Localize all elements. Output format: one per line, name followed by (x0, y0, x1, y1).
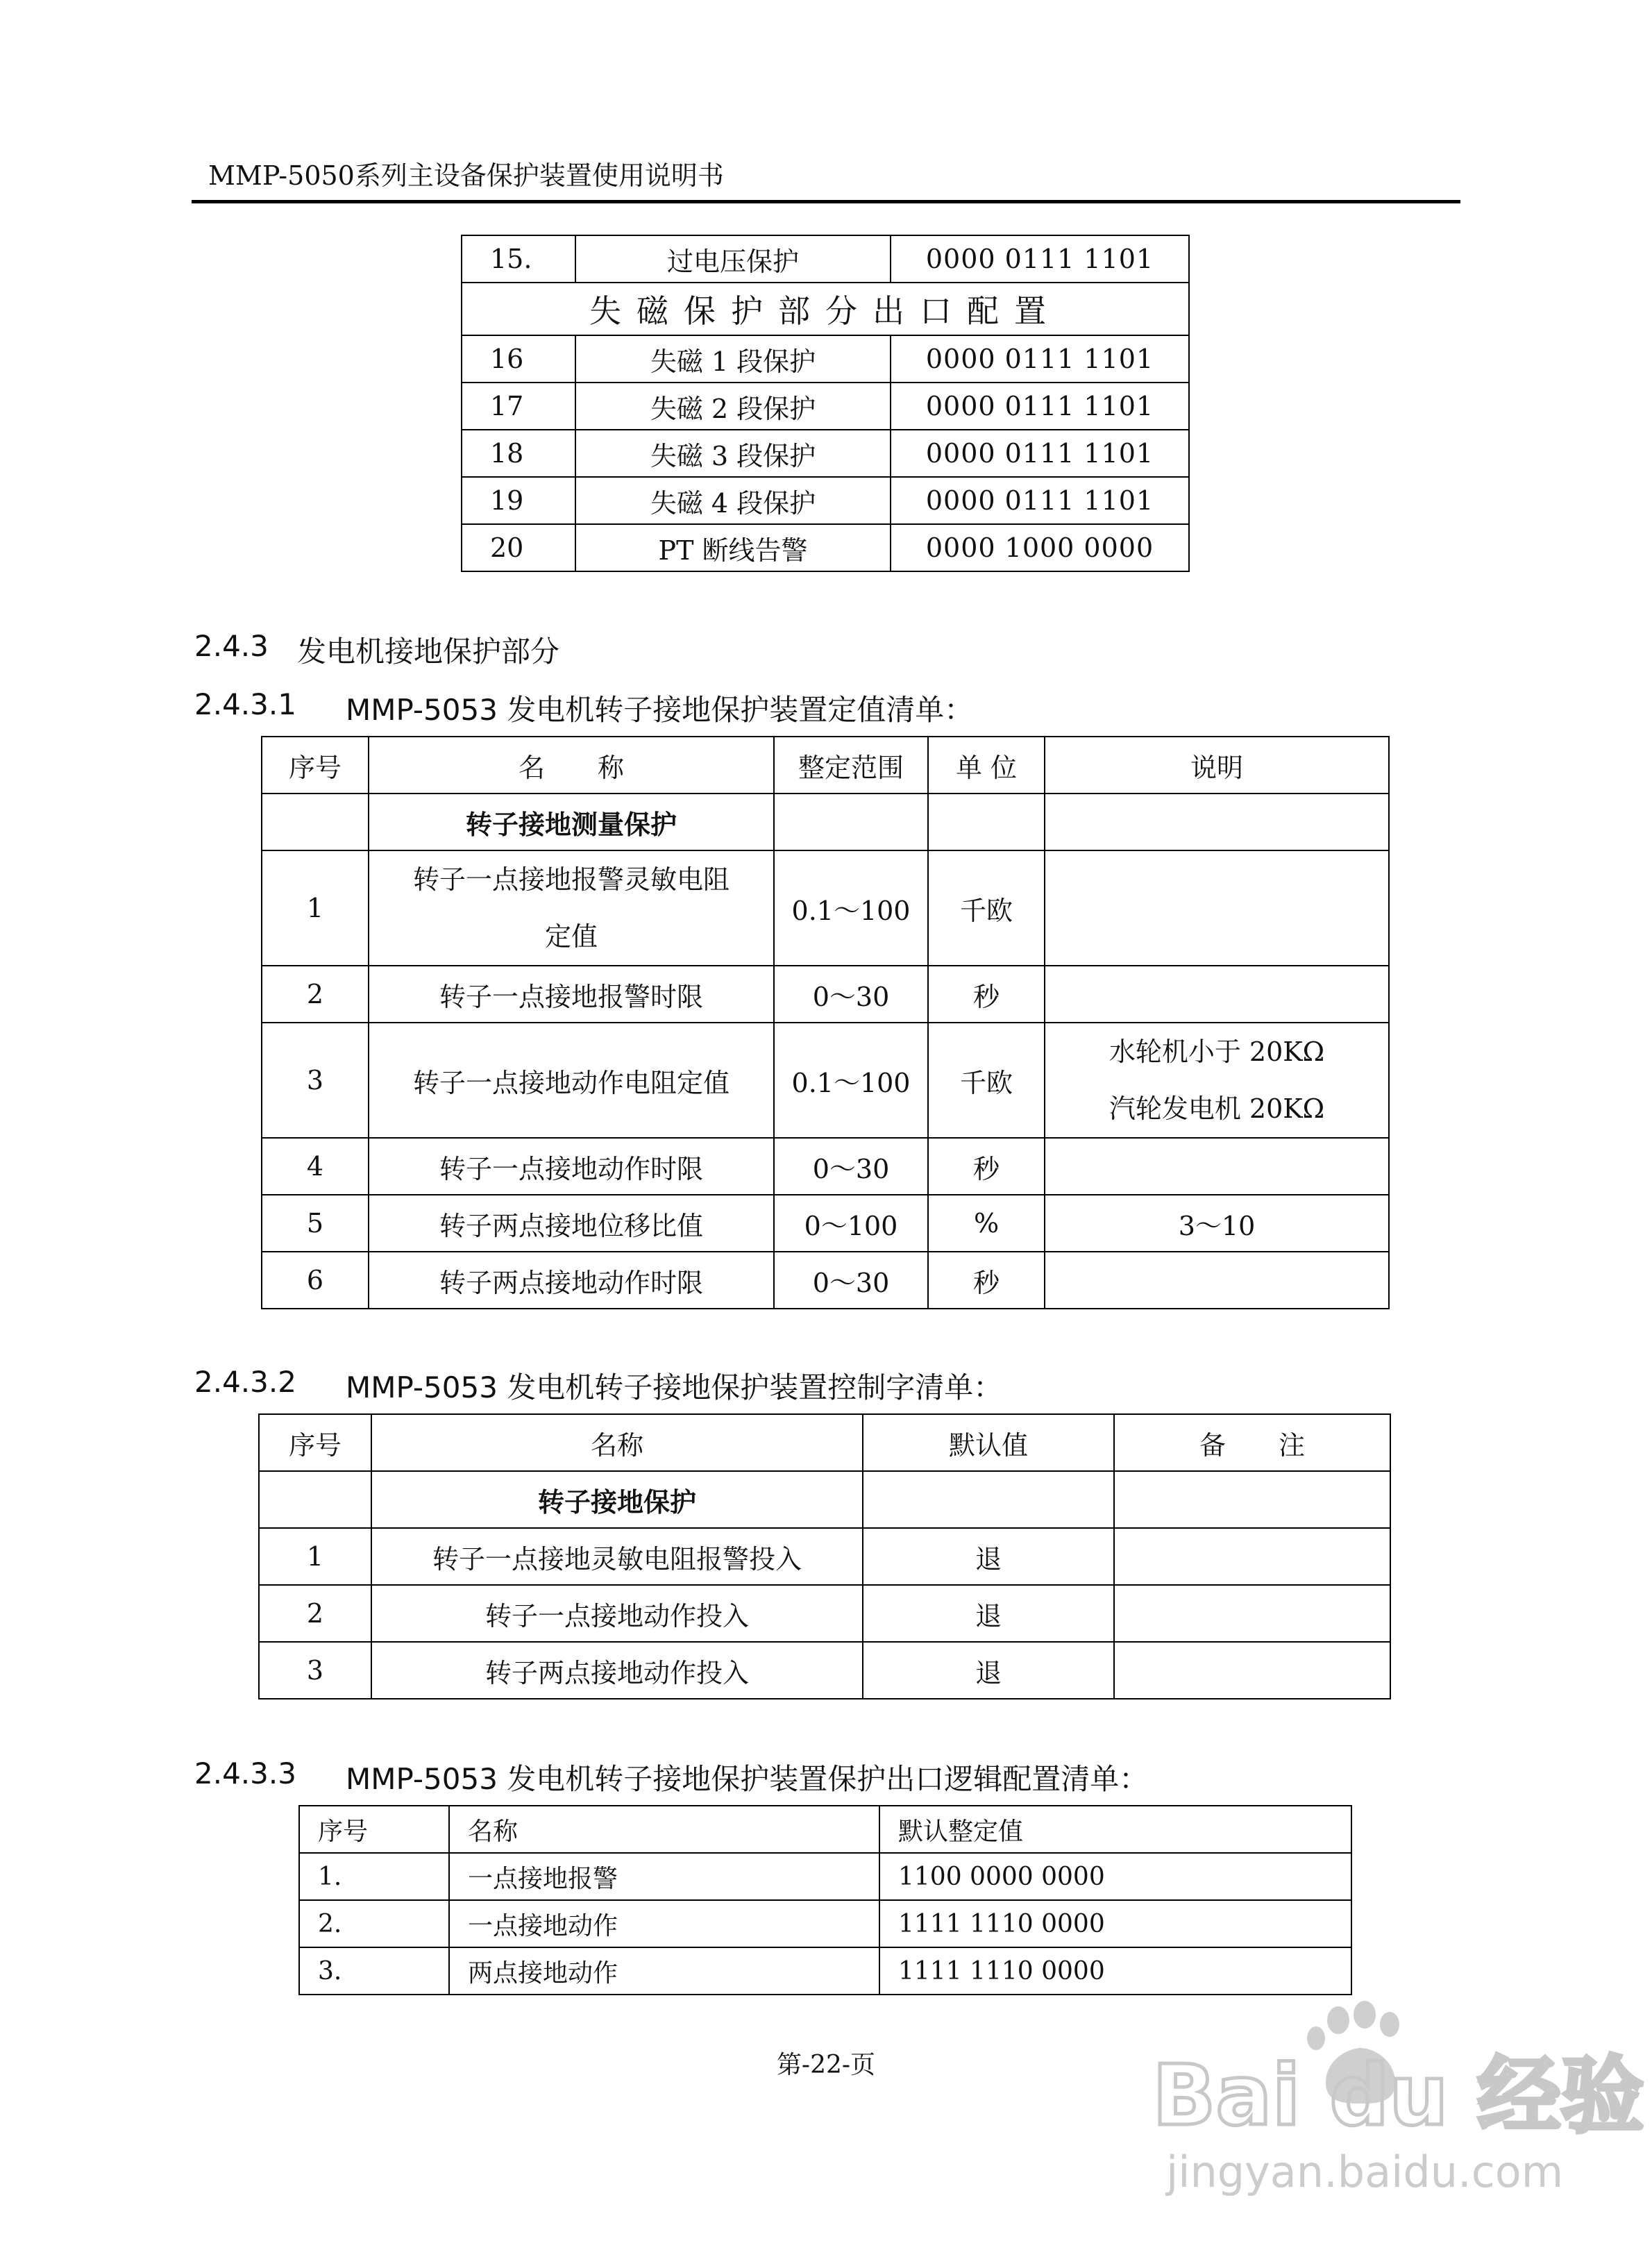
header-cell: 单 位 (928, 737, 1045, 794)
row-value: 0000 0111 1101 (891, 235, 1189, 283)
group-title: 转子接地测量保护 (369, 794, 774, 850)
table-header-row (299, 1806, 1351, 1853)
header-cell: 名称 (371, 1414, 863, 1471)
row-default: 退 (863, 1642, 1114, 1699)
row-number: 15. (462, 235, 575, 283)
table-row (259, 1642, 1390, 1699)
section-heading-2-4-3 (194, 629, 560, 669)
row-number: 2 (259, 1585, 371, 1642)
row-range: 0.1～100 (774, 1023, 928, 1138)
baidu-watermark (1152, 1999, 1644, 2208)
row-name: 失磁 3 段保护 (575, 430, 891, 477)
row-unit: 秒 (928, 966, 1045, 1023)
row-number: 16 (462, 335, 575, 383)
table-row (262, 850, 1389, 966)
table-row (259, 1585, 1390, 1642)
row-note (1045, 1252, 1389, 1309)
row-name-line2: 定值 (544, 921, 598, 952)
table-row (462, 524, 1189, 571)
row-name: 过电压保护 (575, 235, 891, 283)
output-config-table (461, 235, 1190, 572)
row-unit: 秒 (928, 1138, 1045, 1195)
row-number: 6 (262, 1252, 369, 1309)
row-note (1045, 966, 1389, 1023)
row-number: 3 (259, 1642, 371, 1699)
row-name (369, 850, 774, 966)
table-row (262, 1195, 1389, 1252)
row-note (1045, 1138, 1389, 1195)
section-heading-2-4-3-1 (194, 687, 974, 727)
row-number: 2. (299, 1900, 449, 1947)
row-value: 0000 0111 1101 (891, 477, 1189, 524)
document-header-title: MMP-5050系列主设备保护装置使用说明书 (208, 160, 724, 191)
table-row (262, 1252, 1389, 1309)
row-name: 转子两点接地动作投入 (371, 1642, 863, 1699)
row-name: 转子一点接地动作电阻定值 (369, 1023, 774, 1138)
table-row (262, 1023, 1389, 1138)
row-number: 18 (462, 430, 575, 477)
group-row (259, 1471, 1390, 1528)
section-title: 失磁保护部分出口配置 (462, 283, 1189, 335)
section-number: 2.4.3.1 (194, 687, 296, 721)
row-number: 20 (462, 524, 575, 571)
row-note (1045, 850, 1389, 966)
row-unit: 千欧 (928, 1023, 1045, 1138)
row-name: 转子一点接地动作投入 (371, 1585, 863, 1642)
table-row (462, 383, 1189, 430)
section-number: 2.4.3.3 (194, 1756, 296, 1790)
row-value: 0000 0111 1101 (891, 383, 1189, 430)
section-heading-2-4-3-2 (194, 1365, 1003, 1404)
row-value: 0000 0111 1101 (891, 335, 1189, 383)
row-name: 转子一点接地报警时限 (369, 966, 774, 1023)
table-row (462, 430, 1189, 477)
row-range: 0～30 (774, 966, 928, 1023)
section-title: MMP-5053 发电机转子接地保护装置保护出口逻辑配置清单： (346, 1762, 1149, 1796)
row-number: 2 (262, 966, 369, 1023)
row-name: 转子一点接地动作时限 (369, 1138, 774, 1195)
group-row (262, 794, 1389, 850)
row-number: 1. (299, 1853, 449, 1900)
section-heading-2-4-3-3 (194, 1756, 1149, 1796)
row-name: 转子两点接地动作时限 (369, 1252, 774, 1309)
row-number: 1 (259, 1528, 371, 1585)
row-note-line1: 水轮机小于 20KΩ (1109, 1036, 1325, 1067)
row-name: 失磁 1 段保护 (575, 335, 891, 383)
row-name: 转子两点接地位移比值 (369, 1195, 774, 1252)
row-range: 0～100 (774, 1195, 928, 1252)
row-number: 19 (462, 477, 575, 524)
table-row (262, 1138, 1389, 1195)
table-row (462, 477, 1189, 524)
row-name: 失磁 2 段保护 (575, 383, 891, 430)
row-number: 4 (262, 1138, 369, 1195)
row-name-line1: 转子一点接地报警灵敏电阻 (412, 864, 730, 895)
row-note: 3～10 (1045, 1195, 1389, 1252)
row-number: 3 (262, 1023, 369, 1138)
header-cell: 说明 (1045, 737, 1389, 794)
row-value: 1100 0000 0000 (879, 1853, 1351, 1900)
settings-table (261, 736, 1390, 1309)
row-number: 17 (462, 383, 575, 430)
row-range: 0～30 (774, 1252, 928, 1309)
row-note-line2: 汽轮发电机 20KΩ (1109, 1093, 1325, 1124)
row-note (1045, 1023, 1389, 1138)
row-value: 0000 0111 1101 (891, 430, 1189, 477)
row-name: 失磁 4 段保护 (575, 477, 891, 524)
table-row (299, 1900, 1351, 1947)
page-number: 第-22-页 (776, 2051, 876, 2079)
header-rule (192, 200, 1460, 203)
section-title: MMP-5053 发电机转子接地保护装置控制字清单： (346, 1370, 1003, 1404)
header-cell: 序号 (299, 1806, 449, 1853)
table-header-row (262, 737, 1389, 794)
section-title: MMP-5053 发电机转子接地保护装置定值清单： (346, 693, 974, 727)
header-cell: 整定范围 (774, 737, 928, 794)
section-number: 2.4.3.2 (194, 1365, 296, 1399)
row-default: 退 (863, 1528, 1114, 1585)
row-unit: 千欧 (928, 850, 1045, 966)
header-cell: 名称 (449, 1806, 879, 1853)
row-value: 0000 1000 0000 (891, 524, 1189, 571)
row-value: 1111 1110 0000 (879, 1900, 1351, 1947)
table-row (299, 1853, 1351, 1900)
logic-config-table (298, 1805, 1352, 1995)
row-name: 一点接地动作 (449, 1900, 879, 1947)
table-row (259, 1528, 1390, 1585)
row-number: 1 (262, 850, 369, 966)
watermark-url: jingyan.baidu.com (1166, 2147, 1564, 2197)
group-title: 转子接地保护 (371, 1471, 863, 1528)
row-range: 0～30 (774, 1138, 928, 1195)
row-number: 3. (299, 1947, 449, 1995)
table-row (462, 235, 1189, 283)
row-name: PT 断线告警 (575, 524, 891, 571)
table-row (299, 1947, 1351, 1995)
row-number: 5 (262, 1195, 369, 1252)
row-unit: % (928, 1195, 1045, 1252)
header-cell: 序号 (259, 1414, 371, 1471)
header-cell: 名 称 (369, 737, 774, 794)
section-title: 发电机接地保护部分 (297, 635, 560, 669)
header-cell: 默认整定值 (879, 1806, 1351, 1853)
header-cell: 序号 (262, 737, 369, 794)
watermark-brand: Bai du 经验 (1152, 2048, 1644, 2145)
row-value: 1111 1110 0000 (879, 1947, 1351, 1995)
section-number: 2.4.3 (194, 629, 269, 663)
row-name: 两点接地动作 (449, 1947, 879, 1995)
table-header-row (259, 1414, 1390, 1471)
header-cell: 备 注 (1114, 1414, 1390, 1471)
table-row (262, 966, 1389, 1023)
row-range: 0.1～100 (774, 850, 928, 966)
control-word-table (258, 1413, 1391, 1699)
section-row (462, 283, 1189, 335)
row-name: 转子一点接地灵敏电阻报警投入 (371, 1528, 863, 1585)
row-unit: 秒 (928, 1252, 1045, 1309)
row-name: 一点接地报警 (449, 1853, 879, 1900)
header-cell: 默认值 (863, 1414, 1114, 1471)
table-row (462, 335, 1189, 383)
row-default: 退 (863, 1585, 1114, 1642)
